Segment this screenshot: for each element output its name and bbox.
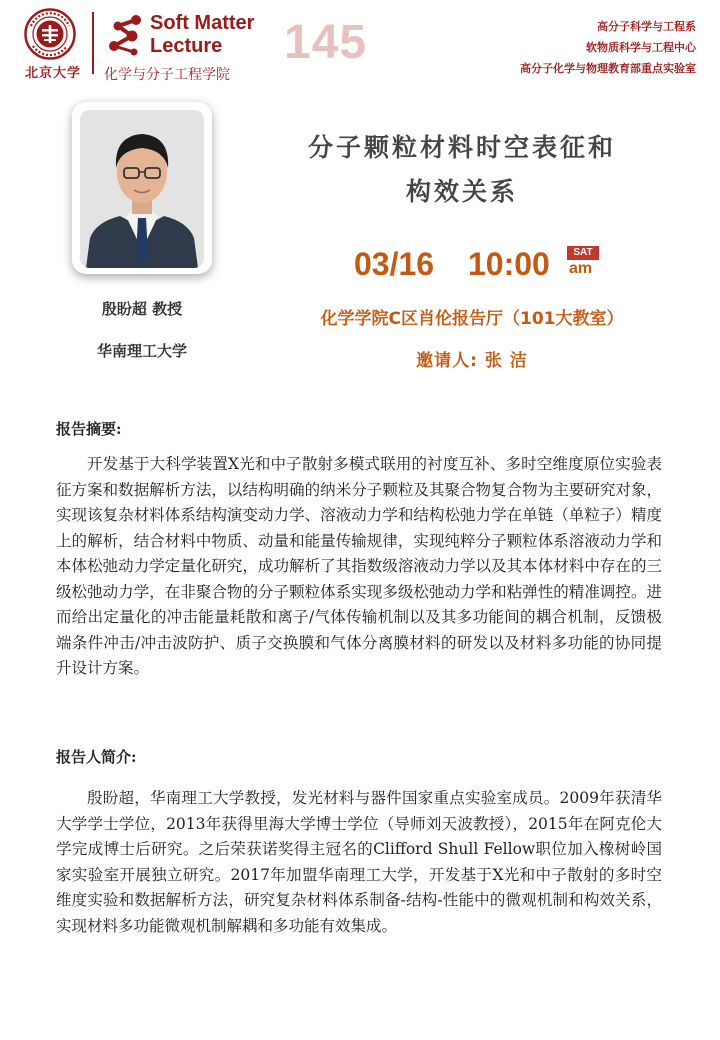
organizer-2: 软物质科学与工程中心 [586,41,696,54]
pku-seal-icon [24,8,76,60]
speaker-affiliation: 华南理工大学 [96,342,187,360]
bio-heading: 报告人简介: [56,748,137,766]
lecture-series-line-1: Soft Matter [150,12,255,34]
lecture-series-name [150,12,254,58]
university-name: 北京大学 [24,66,81,81]
molecule-s-icon [104,12,146,58]
organizer-3: 高分子化学与物理教育部重点实验室 [520,62,696,75]
organizer-list [520,16,696,79]
speaker-photo [80,110,204,268]
event-time: 10:00 [468,246,550,282]
speaker-name: 殷盼超 教授 [101,300,183,318]
abstract-text: 开发基于大科学装置X光和中子散射多模式联用的衬度互补、多时空维度原位实验表征方案和数据解析方法，以结构明确的纳米分子颗粒及其聚合物复合物为主要研究对象，实现该复杂材料体系结构演变动力学、溶液动力学和结构松弛力学在单链（单粒子）精度上的解析，结合材料中物质、动量和能量传输规律，实现纯粹分子颗粒体系溶液动力学和本体松弛动力学定量化研究，成功解析了其指数级溶液动力学以及其本体材料中存在的三级松弛动力学，在非聚合物的分子颗粒体系实现多级松弛动力学和粘弹性的精准调控。进而给出定量化的冲击能量耗散和离子/气体传输机制以及其多功能间的耦合机制，反馈极端条件冲击/冲击波防护、质子交换膜和气体分离膜材料的研发以及材料多功能的协同提升设计方案。 [56,455,662,677]
lecture-title [262,126,662,214]
event-date: 03/16 [354,246,435,282]
college-name: 化学与分子工程学院 [104,67,230,83]
lecture-title-line-1: 分子颗粒材料时空表征和 [307,133,616,162]
event-host: 邀请人: 张 洁 [416,351,528,371]
event-venue: 化学学院C区肖伦报告厅（101大教室） [320,309,624,329]
organizer-1: 高分子科学与工程系 [597,20,696,33]
lecture-number: 145 [284,16,368,69]
header-divider [92,12,94,74]
abstract-heading: 报告摘要: [56,420,122,438]
day-badge: SAT [567,246,599,260]
person-portrait-icon [80,110,204,268]
bio-text: 殷盼超，华南理工大学教授，发光材料与器件国家重点实验室成员。2009年获清华大学学士学位，2013年获得里海大学博士学位（导师刘天波教授），2015年在阿克伦大学完成博士后研究。之后荣获诺奖得主冠名的Clifford Shull Fellow职位加入橡树岭国家实验室开展独立研究。2017年加盟华南理工大学，开发基于X光和中子散射的多时空维度实验和数据解析方法，研究复杂材料体系制备-结构-性能中的微观机制和构效关系，实现材料多功能微观机制解耦和多功能有效集成。 [56,789,662,935]
lecture-title-line-2: 构效关系 [405,177,518,206]
ampm-label: am [569,260,593,277]
lecture-series-line-2: Lecture [150,35,223,57]
